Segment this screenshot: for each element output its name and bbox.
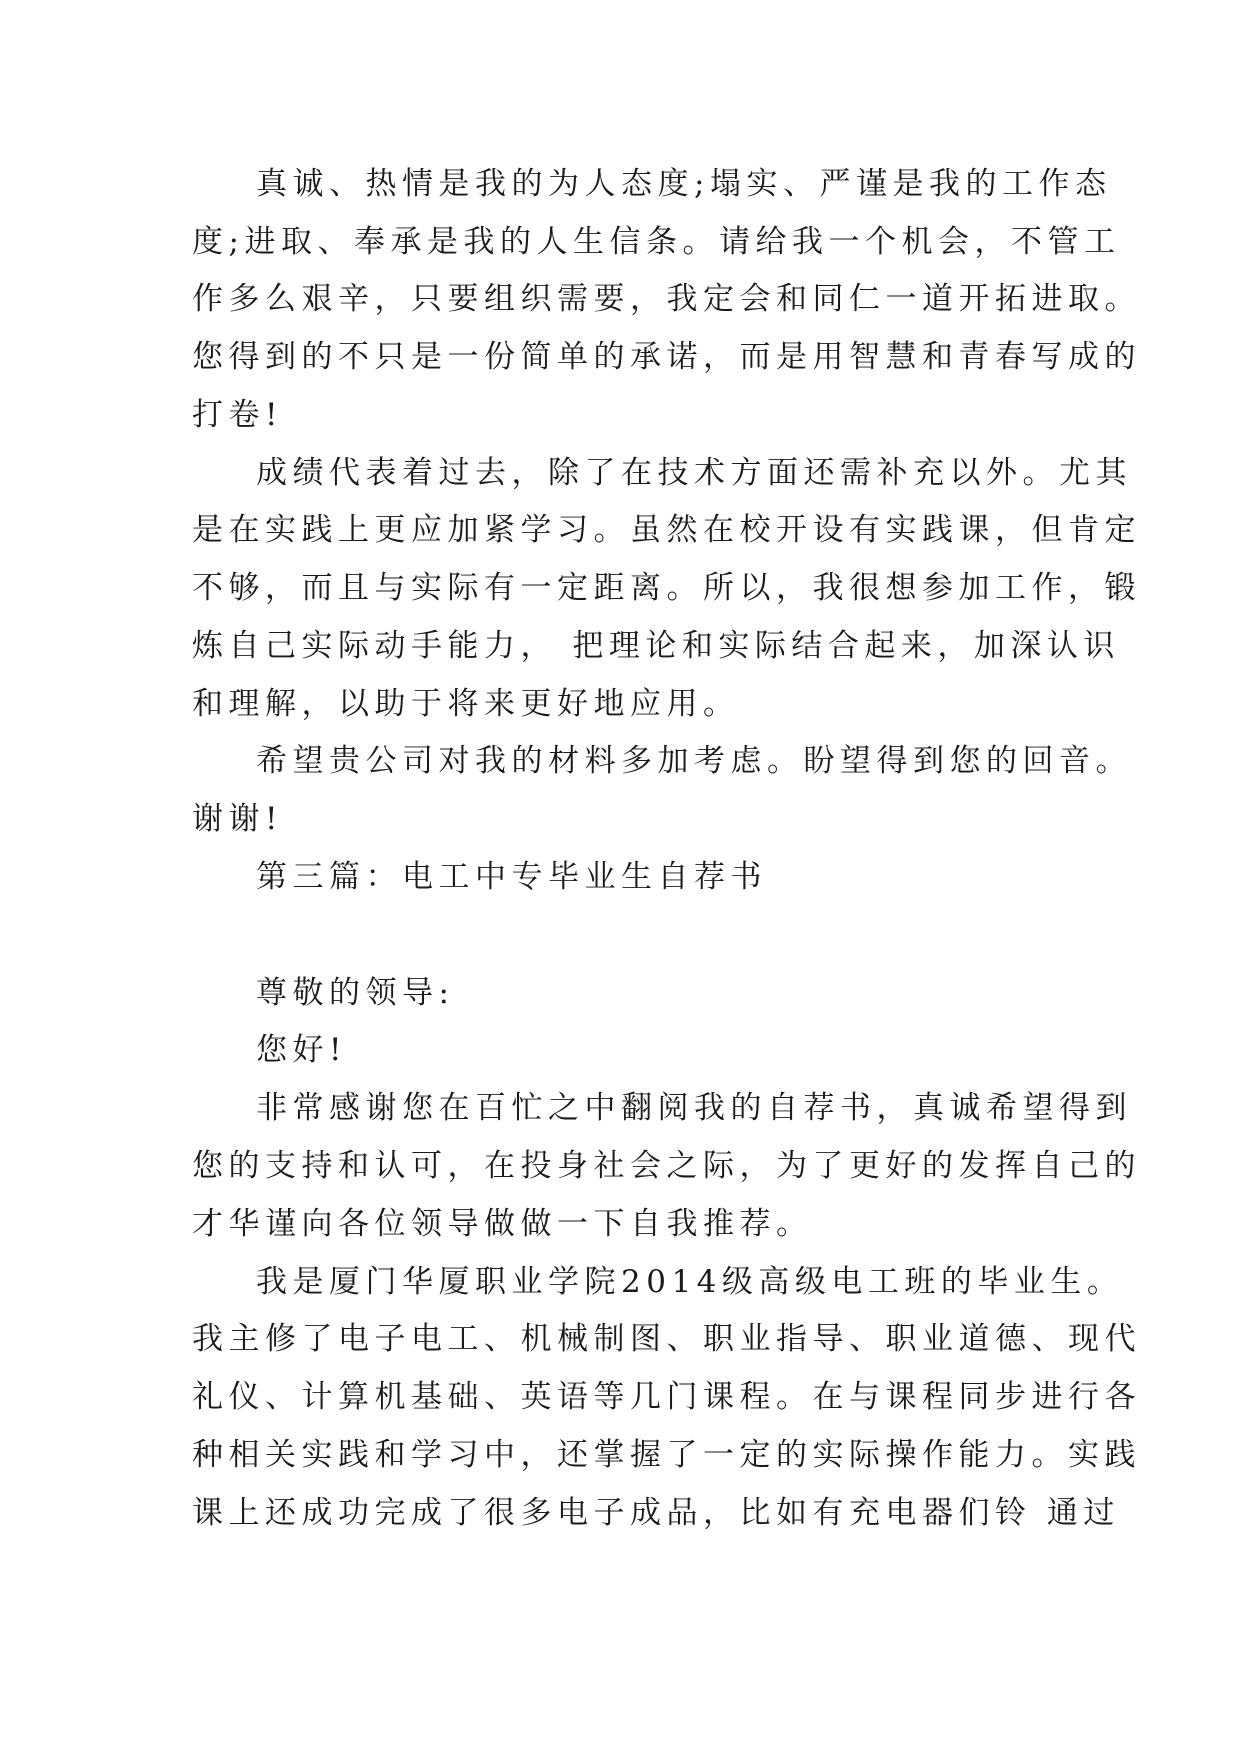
text-line: 非常感谢您在百忙之中翻阅我的自荐书，真诚希望得到 xyxy=(256,1090,1132,1126)
text-line: 成绩代表着过去，除了在技术方面还需补充以外。尤其 xyxy=(256,455,1132,491)
text-line: 谢谢! xyxy=(192,801,283,837)
text-line: 是在实践上更应加紧学习。虽然在校开设有实践课，但肯定 xyxy=(192,512,1141,548)
text-line: 度;进取、奉承是我的人生信条。请给我一个机会，不管工 xyxy=(192,224,1121,260)
text-line: 炼自己实际动手能力， 把理论和实际结合起来，加深认识 xyxy=(192,628,1120,664)
text-line: 和理解，以助于将来更好地应用。 xyxy=(192,686,740,722)
text-line: 您的支持和认可，在投身社会之际，为了更好的发挥自己的 xyxy=(192,1148,1141,1184)
text-line: 希望贵公司对我的材料多加考虑。盼望得到您的回音。 xyxy=(256,743,1132,779)
text-line: 种相关实践和学习中，还掌握了一定的实际操作能力。实践 xyxy=(192,1437,1141,1473)
text-line: 作多么艰辛，只要组织需要，我定会和同仁一道开拓进取。 xyxy=(192,281,1141,317)
text-line: 课上还成功完成了很多电子成品，比如有充电器们铃 通过 xyxy=(192,1495,1120,1531)
text-line: 您得到的不只是一份简单的承诺，而是用智慧和青春写成的 xyxy=(192,339,1141,375)
text-line: 不够，而且与实际有一定距离。所以，我很想参加工作，锻 xyxy=(192,570,1141,606)
text-line: 打卷! xyxy=(192,397,283,433)
greeting: 您好! xyxy=(256,1032,347,1068)
text-line: 真诚、热情是我的为人态度;塌实、严谨是我的工作态 xyxy=(256,166,1112,202)
section-heading: 第三篇：电工中专毕业生自荐书 xyxy=(256,859,767,895)
text-line: 我主修了电子电工、机械制图、职业指导、职业道德、现代 xyxy=(192,1321,1141,1357)
salutation: 尊敬的领导: xyxy=(256,975,455,1011)
text-line: 我是厦门华厦职业学院2014级高级电工班的毕业生。 xyxy=(256,1264,1124,1300)
text-line: 才华谨向各位领导做做一下自我推荐。 xyxy=(192,1206,813,1242)
text-line: 礼仪、计算机基础、英语等几门课程。在与课程同步进行各 xyxy=(192,1379,1141,1415)
